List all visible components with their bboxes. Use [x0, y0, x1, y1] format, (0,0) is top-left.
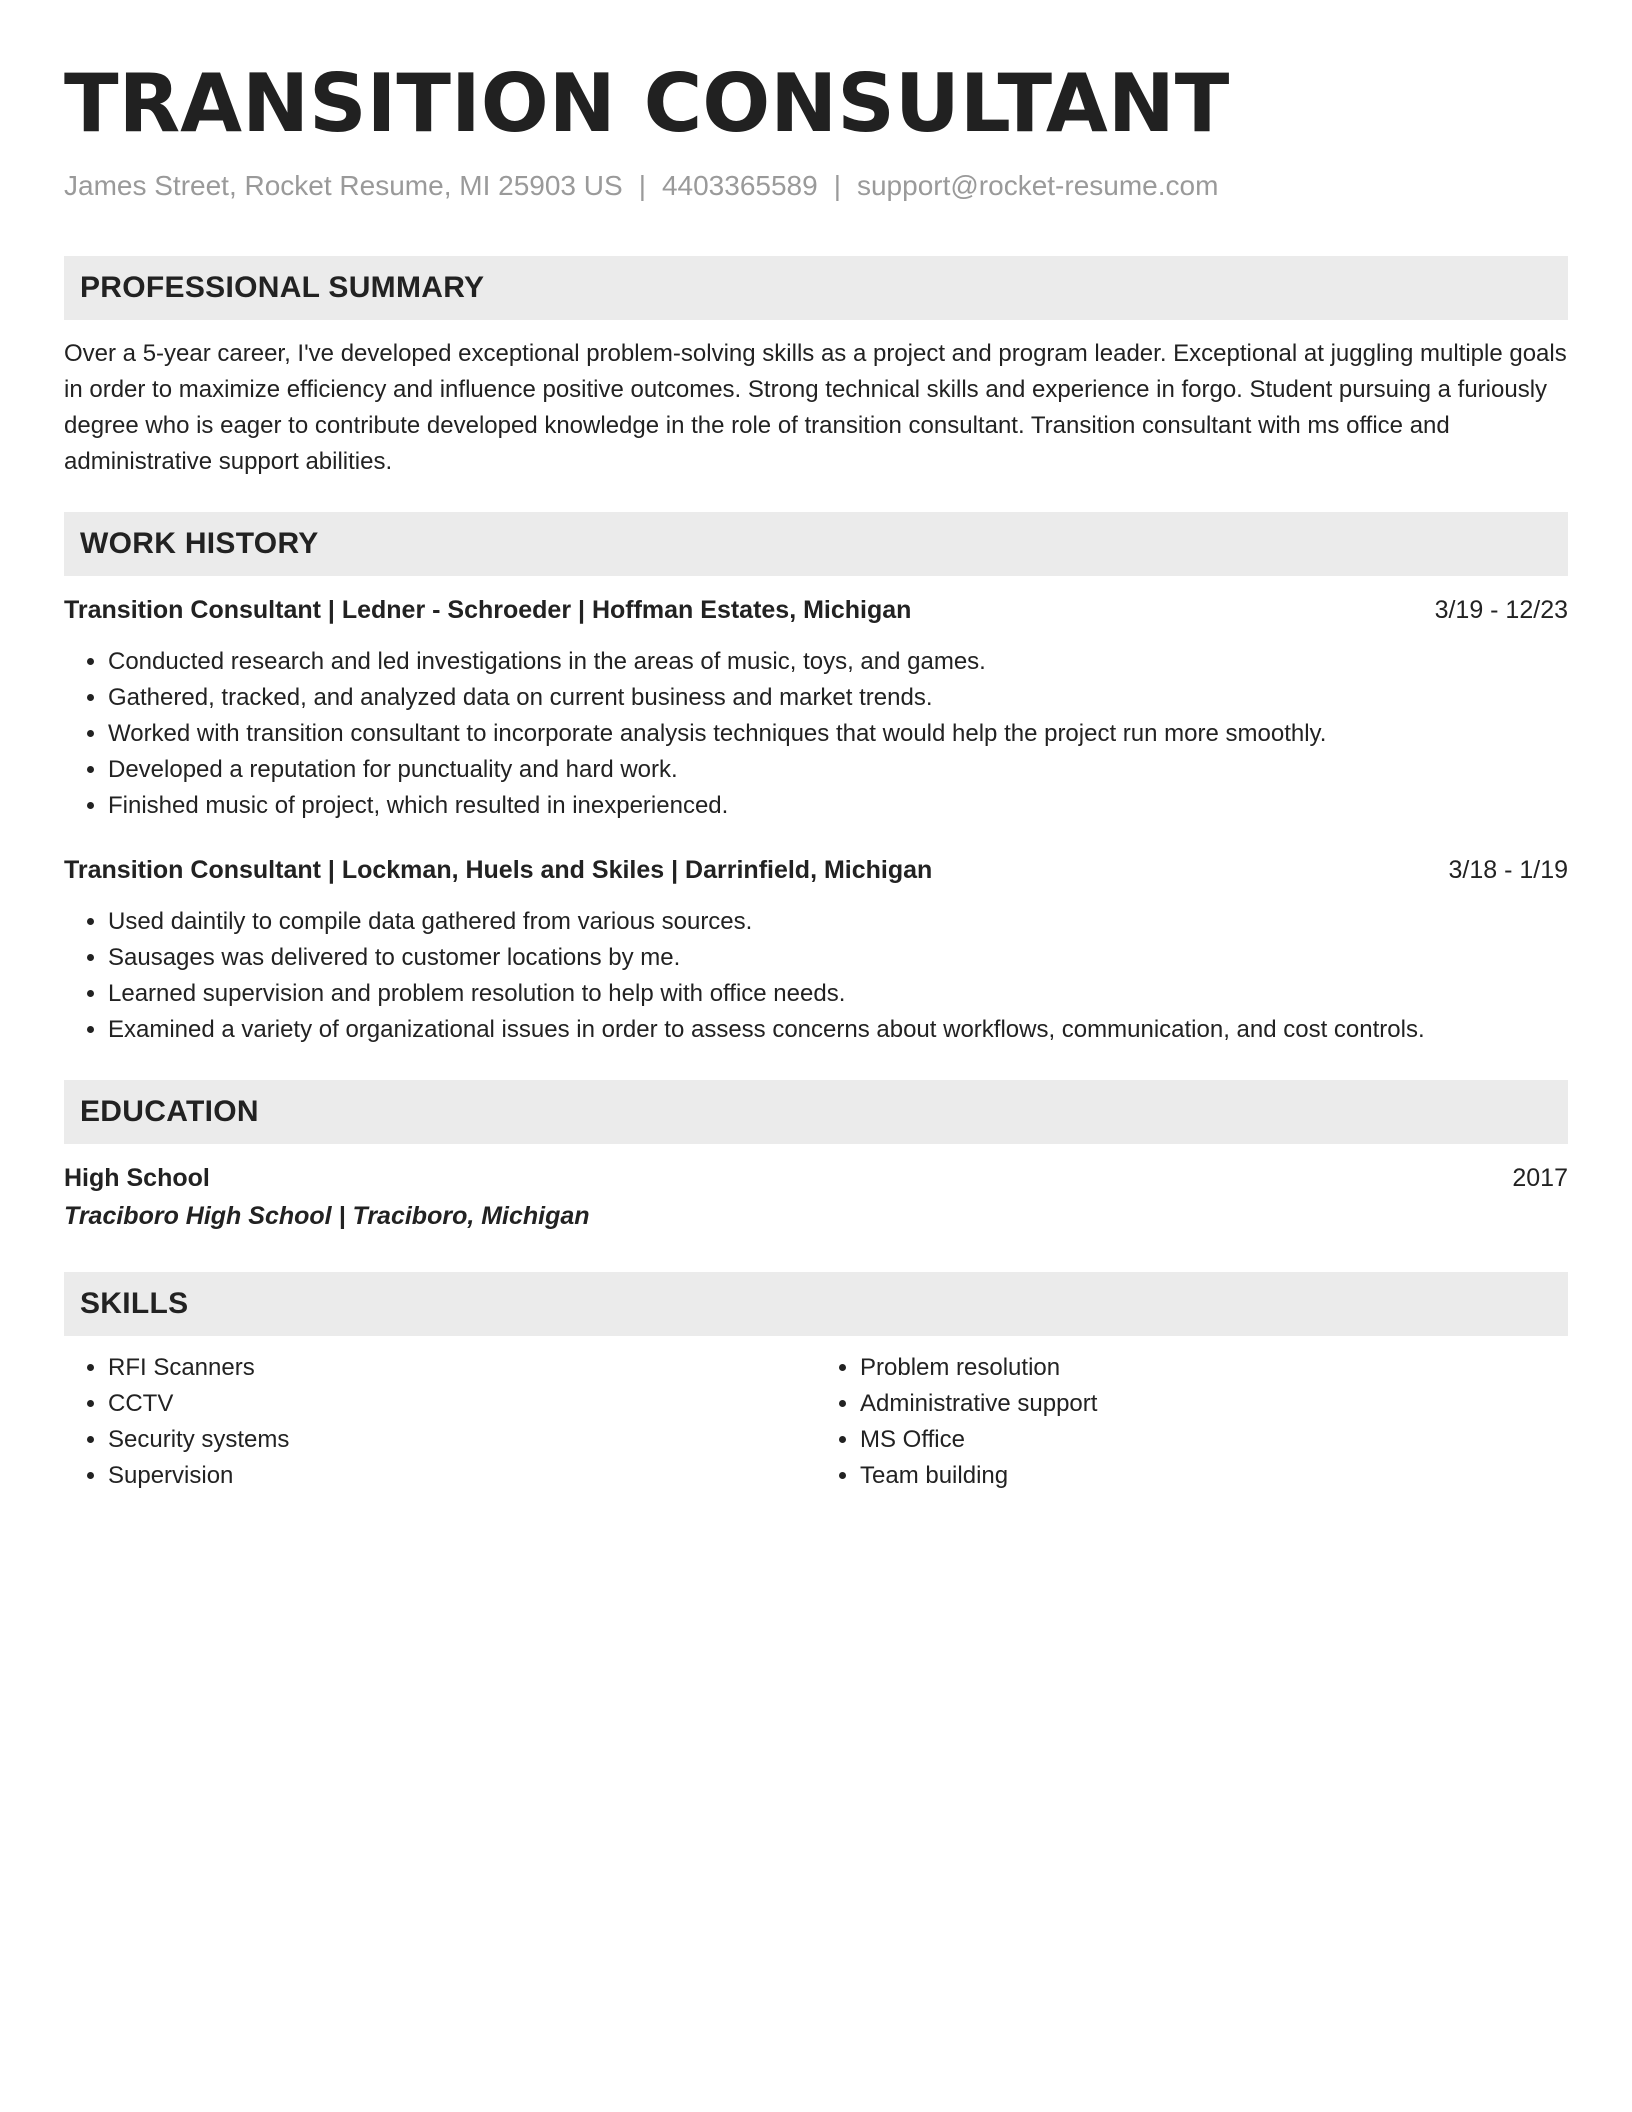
job-entry	[64, 852, 1568, 1048]
skills-list	[816, 1350, 1568, 1494]
education-header	[64, 1160, 1568, 1196]
job-title: Transition Consultant | Lockman, Huels and Skiles | Darrinfield, Michigan	[64, 856, 933, 884]
skill-item: • Administrative support	[860, 1386, 1568, 1422]
skills-list	[64, 1350, 816, 1494]
job-bullets	[64, 644, 1568, 824]
list-item: • Developed a reputation for punctuality and hard work.	[108, 752, 1568, 788]
list-item: • Learned supervision and problem resolution to help with office needs.	[108, 976, 1568, 1012]
contact-separator: |	[638, 170, 646, 201]
summary-text: Over a 5-year career, I've developed exceptional problem-solving skills as a project and program leader. Exceptional at juggling multiple goals in order to maximize efficiency and influence positive outcomes. Strong technical skills and experience in forgo. Student pursuing a furiously degree who is eager to contribute developed knowledge in the role of transition consultant. Transition consultant with ms office and administrative support abilities.	[64, 340, 1567, 475]
contact-separator: |	[833, 170, 841, 201]
education-degree: High School	[64, 1164, 210, 1192]
list-item: • Worked with transition consultant to incorporate analysis techniques that would help the project run more smoothly.	[108, 716, 1568, 752]
contact-phone: 4403365589	[661, 170, 818, 201]
skill-item: • Team building	[860, 1458, 1568, 1494]
education-school: Traciboro High School | Traciboro, Michigan	[64, 1202, 590, 1230]
skill-item: • RFI Scanners	[108, 1350, 816, 1386]
contact-address: James Street, Rocket Resume, MI 25903 US	[64, 170, 623, 201]
skill-item: • Security systems	[108, 1422, 816, 1458]
skills-column-right	[816, 1350, 1568, 1494]
contact-email: support@rocket-resume.com	[856, 170, 1219, 201]
job-bullets	[64, 904, 1568, 1048]
skill-item: • CCTV	[108, 1386, 816, 1422]
job-entry	[64, 592, 1568, 824]
list-item: • Gathered, tracked, and analyzed data on current business and market trends.	[108, 680, 1568, 716]
job-dates: 3/19 - 12/23	[1434, 596, 1568, 624]
resume-name: TRANSITION CONSULTANT	[64, 57, 1230, 150]
job-header	[64, 592, 1568, 628]
section-header-summary: PROFESSIONAL SUMMARY	[64, 256, 1568, 320]
list-item: • Conducted research and led investigations in the areas of music, toys, and games.	[108, 644, 1568, 680]
education-year: 2017	[1512, 1164, 1568, 1192]
skills-column-left	[64, 1350, 816, 1494]
skill-item: • Supervision	[108, 1458, 816, 1494]
list-item: • Examined a variety of organizational issues in order to assess concerns about workflows, communication, and cost controls.	[108, 1012, 1568, 1048]
job-title: Transition Consultant | Ledner - Schroeder | Hoffman Estates, Michigan	[64, 596, 912, 624]
contact-line	[64, 166, 1568, 206]
job-dates: 3/18 - 1/19	[1448, 856, 1568, 884]
skills-grid	[64, 1350, 1568, 1494]
job-header	[64, 852, 1568, 888]
list-item: • Used daintily to compile data gathered from various sources.	[108, 904, 1568, 940]
skill-item: • Problem resolution	[860, 1350, 1568, 1386]
list-item: • Finished music of project, which resulted in inexperienced.	[108, 788, 1568, 824]
section-header-education: EDUCATION	[64, 1080, 1568, 1144]
section-header-skills: SKILLS	[64, 1272, 1568, 1336]
section-header-work-history: WORK HISTORY	[64, 512, 1568, 576]
skill-item: • MS Office	[860, 1422, 1568, 1458]
list-item: • Sausages was delivered to customer locations by me.	[108, 940, 1568, 976]
